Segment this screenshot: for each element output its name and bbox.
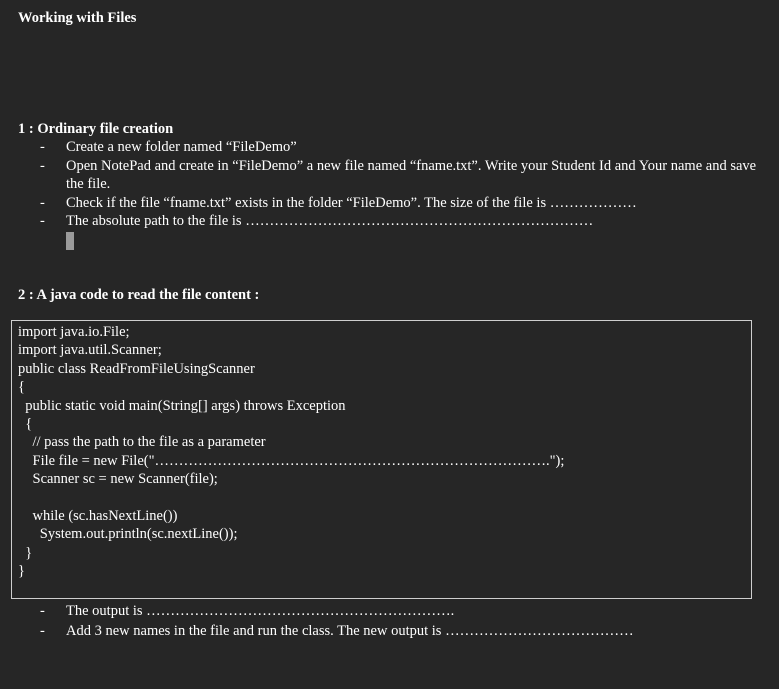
code-line: } [18,563,25,580]
section2-heading: 2 : A java code to read the file content : [18,287,260,303]
list-item [40,212,760,231]
bullet-dash: - [40,622,45,639]
code-line: while (sc.hasNextLine()) [18,508,178,525]
code-line: { [18,416,33,433]
list-item-text: The absolute path to the file is ……………………………………………………………… [66,213,594,229]
list-item [40,622,760,641]
list-item [40,194,760,213]
section2-list [40,602,760,640]
list-item-text: The output is ………………………………………………………. [66,603,455,619]
code-line: // pass the path to the file as a parameter [18,434,266,451]
bullet-dash: - [40,213,45,229]
bullet-dash: - [40,603,45,619]
text-cursor[interactable] [66,232,74,250]
list-item [40,157,760,194]
code-line: public class ReadFromFileUsingScanner [18,360,255,377]
section1-list [40,138,760,255]
list-item-text: Add 3 new names in the file and run the class. The new output is ………………………………… [66,622,634,639]
code-line: } [18,544,33,561]
code-block [11,320,752,599]
section1-heading: 1 : Ordinary file creation [18,121,174,137]
code-line: { [18,379,25,396]
java-code [12,321,751,581]
code-line: public static void main(String[] args) throws Exception [18,397,346,414]
bullet-dash: - [40,139,45,155]
bullet-dash: - [40,157,45,174]
code-line [18,489,751,507]
list-item [40,602,760,621]
text-cursor-line [40,231,760,256]
code-line: import java.io.File; [18,324,130,340]
code-line: import java.util.Scanner; [18,342,162,359]
document-title: Working with Files [18,10,137,26]
code-line: Scanner sc = new Scanner(file); [18,471,218,488]
code-line: File file = new File("………………………………………………………………………."); [18,452,565,469]
list-item-text: Create a new folder named “FileDemo” [66,139,297,155]
list-item-text: Check if the file “fname.txt” exists in the folder “FileDemo”. The size of the file is ……………… [66,194,637,211]
bullet-dash: - [40,194,45,211]
code-line: System.out.println(sc.nextLine()); [18,526,238,543]
list-item [40,138,760,157]
list-item-text: Open NotePad and create in “FileDemo” a new file named “fname.txt”. Write your Student Id and Your name and save the file. [66,157,757,192]
